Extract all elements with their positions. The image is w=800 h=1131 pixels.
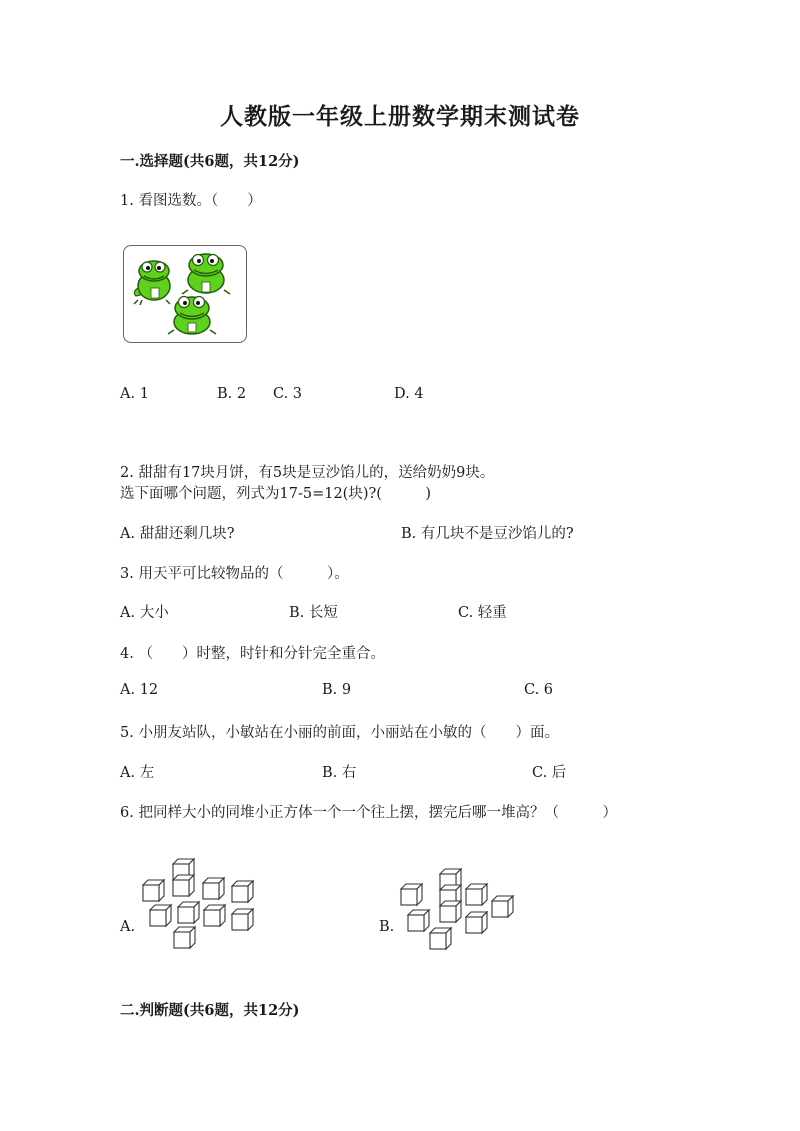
option-1c: C. 3 (273, 386, 303, 402)
question-3: 3. 用天平可比较物品的（ ）。 (120, 566, 349, 582)
question-4: 4. （ ）时整，时针和分针完全重合。 (120, 646, 385, 662)
option-6b: B. (379, 919, 395, 935)
question-2-line2: 选下面哪个问题，列式为17-5=12(块)?( ) (120, 486, 432, 502)
option-4c: C. 6 (524, 682, 554, 698)
cube-pile-b-icon (396, 864, 521, 956)
option-3a: A. 大小 (120, 605, 169, 621)
option-3c: C. 轻重 (458, 605, 507, 621)
option-3b: B. 长短 (289, 605, 338, 621)
question-5: 5. 小朋友站队，小敏站在小丽的前面，小丽站在小敏的（ ）面。 (120, 725, 559, 741)
option-4b: B. 9 (322, 682, 352, 698)
option-1a: A. 1 (120, 386, 149, 402)
option-4a: A. 12 (120, 682, 159, 698)
option-6a: A. (120, 919, 136, 935)
option-1d: D. 4 (394, 386, 424, 402)
section-heading-choice: 一.选择题(共6题，共12分) (120, 153, 300, 170)
option-5a: A. 左 (120, 765, 155, 781)
frog-icon-group (124, 246, 246, 342)
page-title: 人教版一年级上册数学期末测试卷 (220, 103, 580, 130)
option-2b: B. 有几块不是豆沙馅儿的? (401, 526, 574, 542)
question-2: 2. 甜甜有17块月饼，有5块是豆沙馅儿的，送给奶奶9块。 (120, 465, 495, 481)
option-2a: A. 甜甜还剩几块? (120, 526, 235, 542)
section-heading-judgement: 二.判断题(共6题，共12分) (120, 1002, 300, 1019)
question-1: 1. 看图选数。（ ） (120, 193, 262, 209)
option-5b: B. 右 (322, 765, 357, 781)
question-6: 6. 把同样大小的同堆小正方体一个一个往上摆，摆完后哪一堆高？（ ） (120, 805, 617, 821)
cube-pile-a-icon (138, 852, 268, 952)
option-5c: C. 后 (532, 765, 567, 781)
option-1b: B. 2 (217, 386, 247, 402)
frogs-picture (123, 245, 247, 343)
